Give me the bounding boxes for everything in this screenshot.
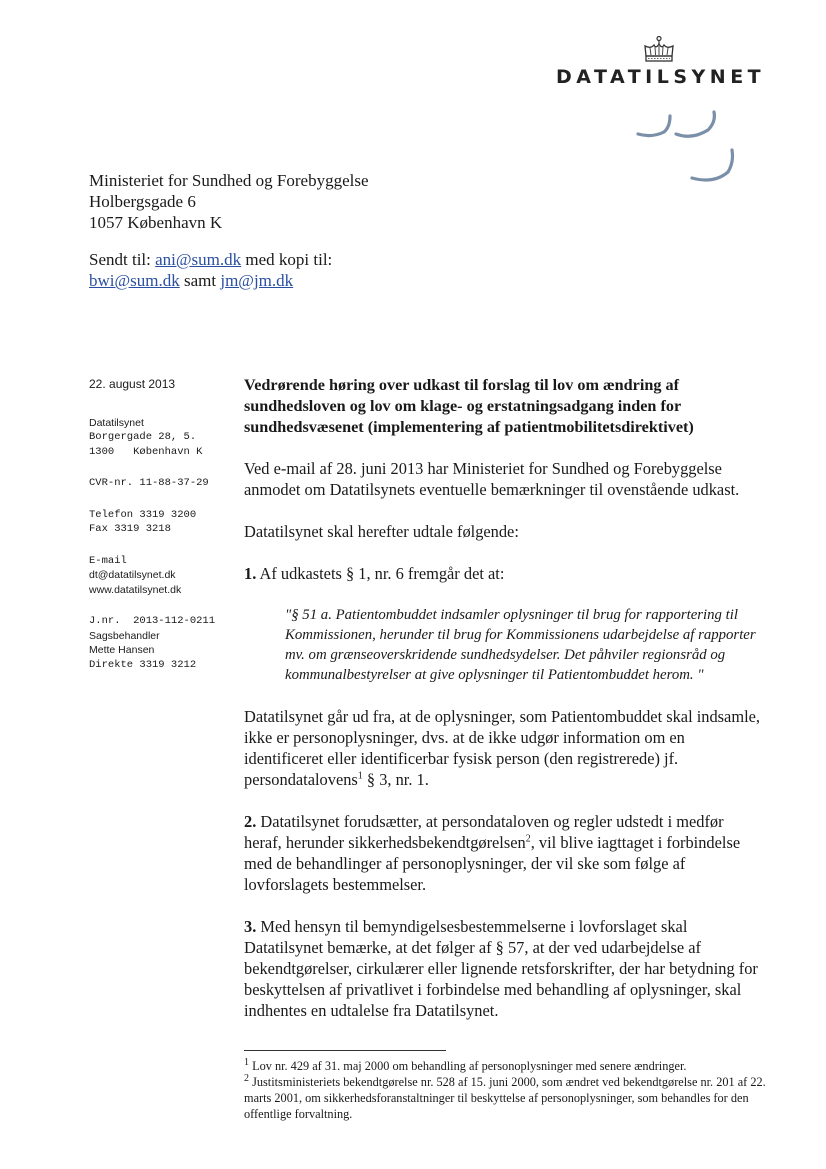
sent-to-prefix: Sendt til:: [89, 250, 156, 269]
sender-phone: Telefon 3319 3200: [89, 508, 197, 521]
section-3: [244, 916, 764, 1021]
body-paragraph: Ved e-mail af 28. juni 2013 har Ministeriet for Sundhed og Forebyggelse anmodet om Datatilsynets eventuelle bemærkninger til ovenstående udkast.: [244, 459, 740, 499]
signature-mark: [630, 108, 740, 188]
sender-web[interactable]: www.datatilsynet.dk: [89, 583, 182, 596]
email-link-jm[interactable]: jm@jm.dk: [220, 271, 294, 290]
section-number: 1.: [244, 564, 257, 583]
footnote-text: Justitsministeriets bekendtgørelse nr. 528 af 15. juni 2000, som ændret ved bekendtgørelse nr. 201 af 22. marts 2001, om sikkerhedsforanstaltninger til beskyttelse af personoplysninger, som behandles for den offentlige forvaltning.: [244, 1075, 766, 1121]
sender-contact-block: [89, 554, 239, 598]
footnote-ref-2[interactable]: 2: [525, 833, 531, 845]
recipient-address: [89, 170, 369, 233]
footnotes: [244, 1058, 774, 1122]
sender-address: [89, 416, 239, 460]
letter-date: 22. august 2013: [89, 377, 176, 391]
sender-phone-block: [89, 508, 239, 537]
section-number: 3.: [244, 917, 257, 936]
sent-to-block: [89, 249, 332, 291]
email-link-bwi[interactable]: bwi@sum.dk: [89, 271, 180, 290]
paragraph-text: § 3, nr. 1.: [362, 770, 429, 789]
section-text: , vil blive iagttaget i forbindelse med de behandlinger af personoplysninger, der vil ske som følge af lovforslagets bestemmelser.: [244, 833, 741, 894]
section-text: Med hensyn til bemyndigelsesbestemmelserne i lovforslaget skal Datatilsynet bemærke, at det følger af § 57, at der ved udarbejdelse af bekendtgørelser, cirkulærer eller lignende retsforskrifter, der har betydning for beskyttelsen af privatlivet i forbindelse med behandling af oplysninger, skal indhentes en udtalelse fra Datatilsynet.: [244, 917, 758, 1020]
sent-to-joiner: samt: [179, 271, 221, 290]
section-number: 2.: [244, 812, 257, 831]
sender-city: 1300 København K: [89, 445, 203, 458]
sender-fax: Fax 3319 3218: [89, 523, 171, 535]
section-2: [244, 811, 764, 895]
letterhead-logo: [556, 36, 766, 88]
section-1: [244, 563, 764, 584]
recipient-line: Ministeriet for Sundhed og Forebyggelse: [89, 171, 369, 190]
footnote-text: Lov nr. 429 af 31. maj 2000 om behandling af personoplysninger med senere ændringer.: [249, 1059, 687, 1073]
sender-sidebar: [89, 377, 239, 689]
sender-email-label: E-mail: [89, 554, 127, 567]
section-text: Datatilsynet forudsætter, at persondataloven og regler udstedt i medfør heraf, herunder sikkerhedsbekendtgørelsen: [244, 812, 724, 852]
footnote-ref-1[interactable]: 1: [357, 770, 363, 782]
sender-cvr: CVR-nr. 11-88-37-29: [89, 477, 209, 489]
recipient-line: 1057 København K: [89, 213, 223, 232]
body-paragraph: Datatilsynet skal herefter udtale følgende:: [244, 522, 519, 541]
brand-name: DATATILSYNET: [556, 66, 766, 88]
body-paragraph: [244, 706, 764, 790]
sent-to-middle: med kopi til:: [241, 250, 333, 269]
recipient-line: Holbergsgade 6: [89, 192, 196, 211]
sender-street: Borgergade 28, 5.: [89, 431, 197, 443]
section-text: Af udkastets § 1, nr. 6 fremgår det at:: [256, 564, 505, 583]
case-officer-direct: Direkte 3319 3212: [89, 658, 197, 671]
footnote-divider: [244, 1050, 446, 1051]
law-quote: "§ 51 a. Patientombuddet indsamler oplysninger til brug for rapportering til Kommissionen, herunder til brug for Kommissionens udarbejdelse af rapporter mv. om grænseoverskridende sundhedsydelser. Det påhviler regionsråd og kommunalbestyrelser at give oplysninger til Patientombuddet herom. ": [285, 607, 756, 683]
email-link-ani[interactable]: ani@sum.dk: [155, 250, 242, 269]
case-info-block: [89, 614, 239, 672]
footnote-number: 2: [244, 1072, 249, 1084]
case-officer-label: Sagsbehandler: [89, 629, 160, 642]
paragraph-text: Datatilsynet går ud fra, at de oplysninger, som Patientombuddet skal indsamle, ikke er personoplysninger, dvs. at de ikke udgør information om en identificeret eller identificerbar fysisk person (den registrerede) jf. persondatalovens: [244, 707, 760, 789]
letter-heading: Vedrørende høring over udkast til forslag til lov om ændring af sundhedsloven og lov om klage- og erstatningsadgang inden for sundhedsvæsenet (implementering af patientmobilitetsdirektivet): [244, 376, 694, 436]
sender-org: Datatilsynet: [89, 416, 144, 429]
letter-body: [244, 375, 764, 1042]
footnote-1: [244, 1058, 774, 1074]
case-number: J.nr. 2013-112-0211: [89, 615, 216, 627]
crown-icon: [642, 36, 676, 64]
footnote-2: [244, 1074, 774, 1122]
case-officer-name: Mette Hansen: [89, 644, 155, 656]
footnote-number: 1: [244, 1056, 249, 1068]
sender-email[interactable]: dt@datatilsynet.dk: [89, 569, 176, 581]
